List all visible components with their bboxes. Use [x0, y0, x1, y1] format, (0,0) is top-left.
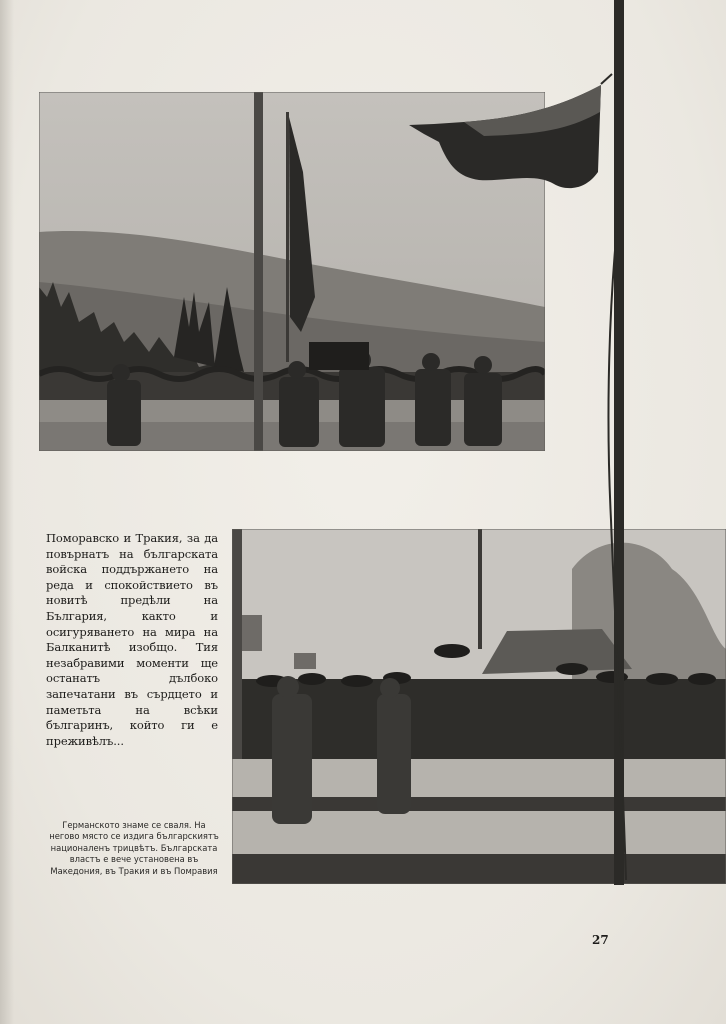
- flag-cloth: [404, 72, 619, 202]
- page-number: 27: [592, 933, 609, 947]
- article-body-text: Поморавско и Тракия, за да повърнатъ на българската войска поддържането на реда и спокойствието въ новитѣ предѣли на България, както и осигуряването на мира на Балканитѣ изобщо. Тия незабравими моменти ще останатъ дълбоко запечатани въ сърдцето и паметьта на всѣки българинъ, който ги е преживѣлъ...: [46, 531, 218, 748]
- photo-caption: Германското знаме се сваля. На негово място се издига българскиятъ националенъ трицвѣтъ. Българската властъ е вече установена въ Македония, въ Тракия и въ Помравия: [49, 820, 219, 876]
- photo-bottom-image: [232, 529, 726, 884]
- photo-bottom: [232, 529, 726, 884]
- page-edge-shadow: [0, 0, 14, 1024]
